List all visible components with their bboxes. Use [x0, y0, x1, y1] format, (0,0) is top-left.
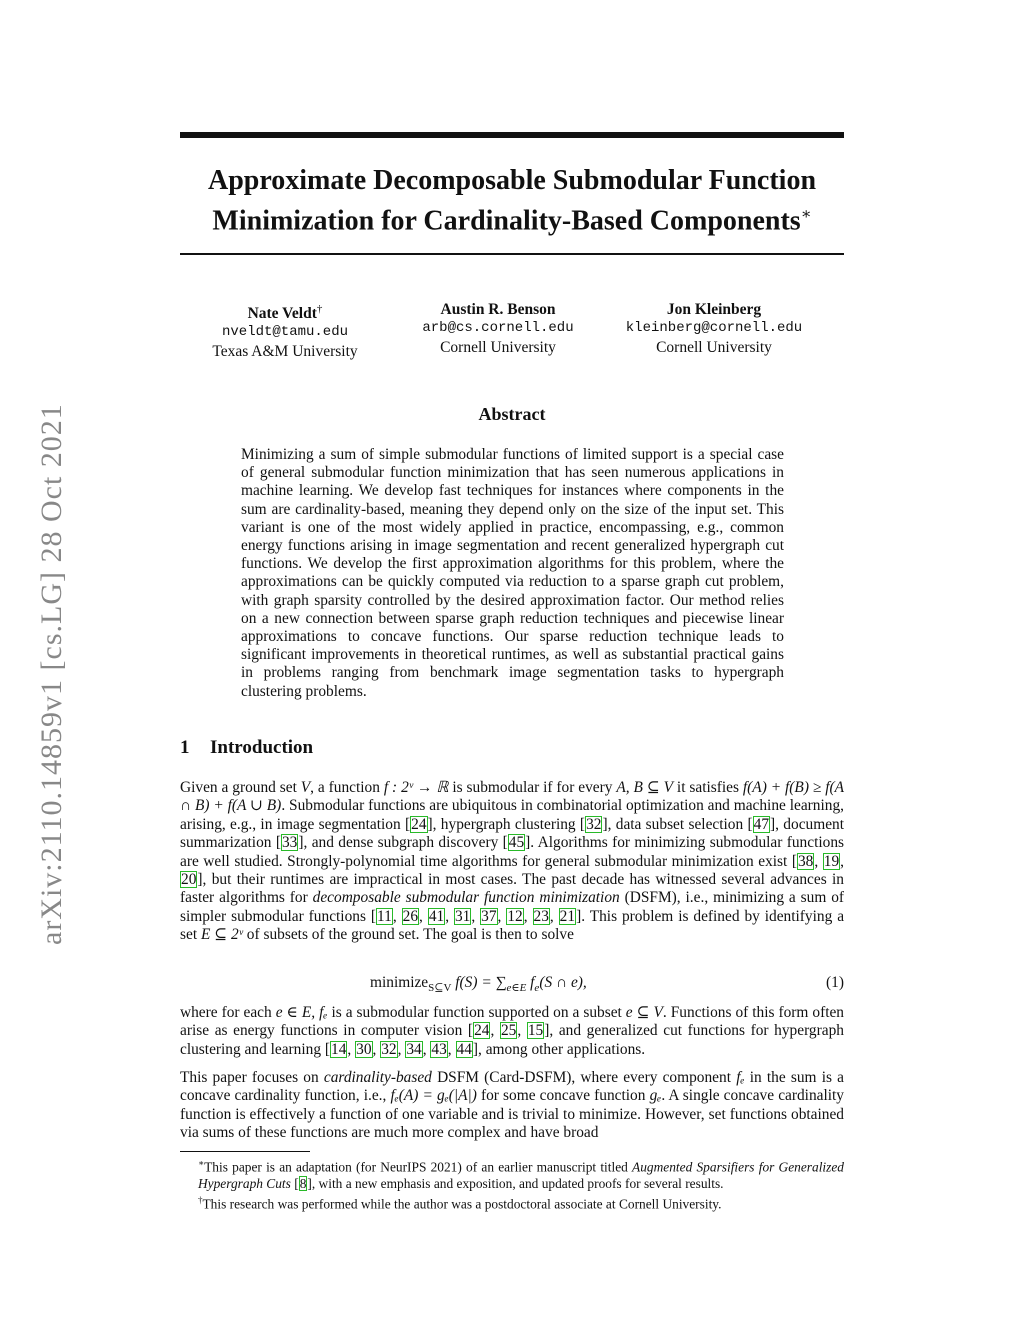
- section-heading: [180, 737, 313, 759]
- author-name: Austin R. Benson: [440, 301, 556, 318]
- math-inline: f : 2ᵛ → ℝ: [383, 779, 449, 796]
- citation-link[interactable]: 12: [507, 907, 523, 925]
- equation-number: (1): [826, 974, 844, 991]
- author-2: [403, 300, 593, 357]
- footnotes: [180, 1155, 844, 1213]
- math-inline: V: [300, 779, 311, 796]
- arxiv-identifier[interactable]: arXiv:2110.14859v1 [cs.LG] 28 Oct 2021: [35, 403, 68, 945]
- abstract-heading: Abstract: [478, 404, 546, 424]
- author-affiliation: Cornell University: [440, 339, 556, 356]
- author-1: [180, 300, 390, 361]
- author-affiliation: Texas A&M University: [212, 343, 358, 361]
- author-email[interactable]: arb@cs.cornell.edu: [422, 320, 574, 336]
- author-block: [180, 300, 844, 360]
- footnote-2: †This research was performed while the author was a postdoctoral associate at Cornell University.: [198, 1195, 722, 1212]
- citation-link[interactable]: 32: [586, 815, 602, 833]
- citation-link[interactable]: 8: [299, 1176, 307, 1192]
- author-email[interactable]: nveldt@tamu.edu: [221, 324, 349, 341]
- intro-paragraph-2: where for each e ∈ E, fₑ is a submodular function supported on a subset e ⊆ V. Functions of this form often arise as energy functions in computer vision [24, 25, 15], and generalized cut functions for hypergraph clustering and learning [14, 30, 32, 34, 43, 44], among other applications.: [180, 1004, 844, 1058]
- math-inline: e ⊆ V: [625, 1004, 663, 1021]
- author-3: [614, 300, 814, 357]
- math-inline: E ⊆ 2ᵛ: [200, 926, 243, 944]
- citation-link[interactable]: 20: [181, 871, 197, 889]
- paper-title: [180, 164, 844, 238]
- intro-paragraph-3: This paper focuses on cardinality-based DSFM (Card-DSFM), where every component fₑ in the sum is a concave cardinality function, i.e., fₑ(A) = gₑ(|A|) for some concave function gₑ. A single concave cardinality function is effectively a function of one variable and is trivial to minimize. However, set functions obtained via sums of these functions are much more complex and have broad: [180, 1069, 845, 1142]
- citation-link[interactable]: 24: [474, 1022, 490, 1040]
- equation-1: [180, 974, 844, 996]
- section-title: Introduction: [210, 737, 314, 758]
- citation-link[interactable]: 33: [281, 834, 298, 852]
- author-footnote-mark[interactable]: †: [316, 303, 323, 315]
- citation-link[interactable]: 38: [797, 852, 814, 870]
- citation-link[interactable]: 24: [411, 815, 427, 833]
- math-inline: gₑ: [649, 1087, 662, 1105]
- math-inline: fₑ: [736, 1069, 745, 1086]
- citation-link[interactable]: 34: [406, 1040, 422, 1058]
- citation-link[interactable]: 43: [431, 1040, 447, 1058]
- citation-link[interactable]: 21: [559, 907, 576, 925]
- citation-link[interactable]: 25: [500, 1022, 517, 1040]
- title-top-rule: [180, 132, 844, 138]
- equation-body: minimize$_{S⊆V}$ $f(S) = \sum_{e\in E}$ $f_e(S$ ∩ e),: [370, 974, 587, 995]
- math-inline: f(A) + f(B) ≥ f(A ∩ B) + f(A ∪ B): [180, 779, 844, 815]
- section-number: 1: [180, 737, 190, 758]
- citation-link[interactable]: 11: [377, 907, 392, 925]
- citation-link[interactable]: 30: [356, 1040, 372, 1058]
- author-name: Jon Kleinberg: [666, 301, 762, 318]
- citation-link[interactable]: 26: [402, 907, 419, 925]
- citation-link[interactable]: 44: [456, 1040, 472, 1058]
- math-inline: fₑ(A) = gₑ(|A|): [390, 1087, 477, 1105]
- author-affiliation: Cornell University: [656, 339, 772, 356]
- math-inline: e ∈ E, fₑ: [275, 1004, 328, 1021]
- title-line-2: Minimization for Cardinality-Based Components∗: [212, 205, 812, 237]
- citation-link[interactable]: 19: [823, 852, 840, 870]
- title-line-1: Approximate Decomposable Submodular Function: [207, 165, 817, 196]
- footnote-rule: [180, 1151, 310, 1152]
- citation-link[interactable]: 23: [533, 907, 549, 925]
- citation-link[interactable]: 15: [527, 1022, 544, 1040]
- citation-link[interactable]: 37: [481, 907, 497, 925]
- title-footnote-mark[interactable]: ∗: [800, 206, 812, 223]
- intro-paragraph-1: Given a ground set V, a function f : 2ᵛ → ℝ is submodular if for every A, B ⊆ V it satisfies f(A) + f(B) ≥ f(A ∩ B) + f(A ∪ B). Submodular functions are ubiquitous in combinatorial optimization and machine learning, arising, e.g., in image segmentation [24], hypergraph clustering [32], data subset selection [47], document summarization [33], and dense subgraph discovery [45]. Algorithms for minimizing submodular functions are well studied. Strongly-polynomial time algorithms for general submodular minimization exist [38, 19, 20], but their runtimes are impractical in most cases. The past decade has witnessed several advances in faster algorithms for decomposable submodular function minimization (DSFM), i.e., minimizing a sum of simpler submodular functions [11, 26, 41, 31, 37, 12, 23, 21]. This problem is defined by identifying a set E ⊆ 2ᵛ of subsets of the ground set. The goal is then to solve: [180, 779, 845, 944]
- citation-link[interactable]: 31: [454, 907, 471, 925]
- citation-link[interactable]: 32: [381, 1040, 397, 1058]
- author-email[interactable]: kleinberg@cornell.edu: [625, 320, 803, 336]
- footnote-1: ∗This paper is an adaptation (for NeurIPS 2021) of an earlier manuscript titled Augmented Sparsifiers for Generalized Hypergraph Cuts [8], with a new emphasis and exposition, and updated proofs for several results.: [198, 1158, 844, 1192]
- math-inline: A, B ⊆ V: [616, 779, 674, 796]
- title-bottom-rule: [180, 253, 844, 255]
- abstract-text: Minimizing a sum of simple submodular functions of limited support is a special case of general submodular function minimization that has seen numerous applications in machine learning. We develop fast techniques for instances where components in the sum are cardinality-based, meaning they depend only on the size of the input set. This variant is one of the most widely applied in practice, encompassing, e.g., common energy functions arising in image segmentation and recent generalized hypergraph cut functions. We develop the first approximation algorithms for this problem, where the approximations can be quickly computed via reduction to a sparse graph cut problem, with graph sparsity controlled by the desired approximation factor. Our method relies on a new connection between sparse graph reduction techniques and piecewise linear approximations to concave functions. Our sparse reduction technique leads to significant improvements in theoretical runtimes, as well as substantial practical gains in problems ranging from benchmark image segmentation tasks to hypergraph clustering problems.: [241, 446, 784, 700]
- citation-link[interactable]: 14: [331, 1040, 347, 1058]
- citation-link[interactable]: 47: [753, 815, 770, 833]
- author-name: Nate Veldt†: [247, 303, 323, 323]
- citation-link[interactable]: 45: [508, 834, 525, 852]
- citation-link[interactable]: 41: [428, 907, 445, 925]
